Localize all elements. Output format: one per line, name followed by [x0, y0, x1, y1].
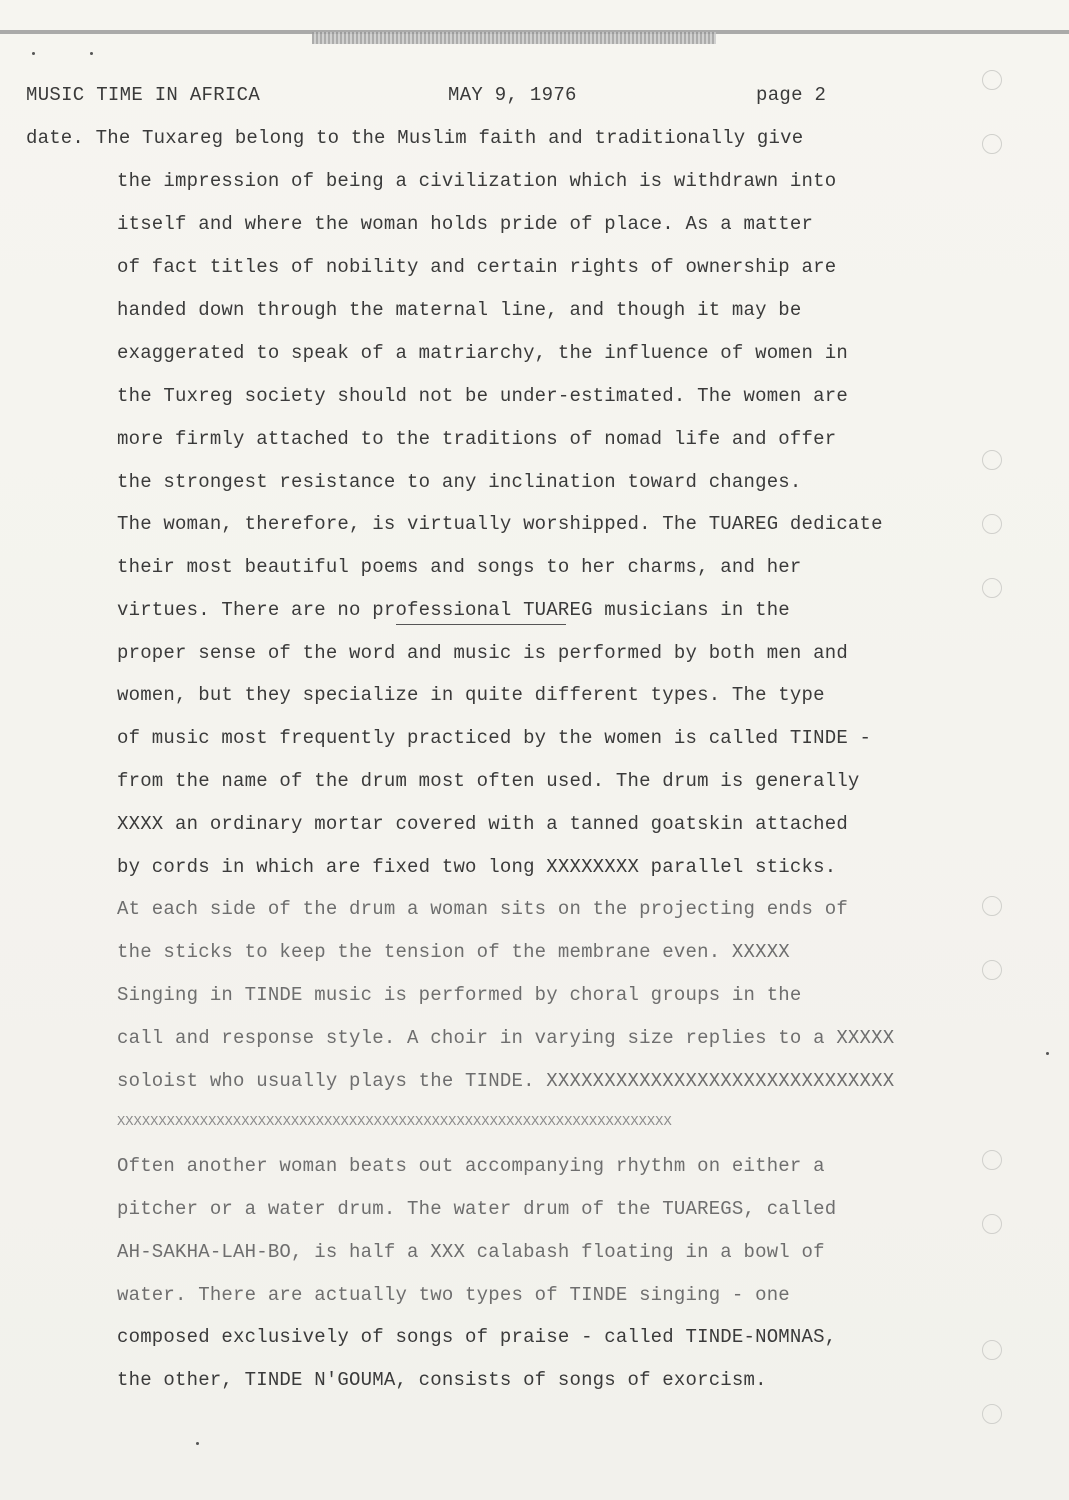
binder-hole	[982, 134, 1002, 154]
text-line: the other, TINDE N'GOUMA, consists of songs of exorcism.	[117, 1369, 767, 1391]
text-line: XXXX an ordinary mortar covered with a tanned goatskin attached	[117, 813, 848, 835]
text-line: handed down through the maternal line, and though it may be	[117, 299, 802, 321]
binder-hole	[982, 514, 1002, 534]
page-number: page 2	[756, 84, 827, 106]
text-line: At each side of the drum a woman sits on the projecting ends of	[117, 898, 848, 920]
ink-dot	[196, 1442, 199, 1445]
page-top-smudge	[312, 32, 716, 44]
text-line: soloist who usually plays the TINDE. XXXXXXXXXXXXXXXXXXXXXXXXXXXXXX	[117, 1070, 895, 1092]
program-title: MUSIC TIME IN AFRICA	[26, 84, 261, 106]
text-line: AH-SAKHA-LAH-BO, is half a XXX calabash floating in a bowl of	[117, 1241, 825, 1263]
text-line: women, but they specialize in quite different types. The type	[117, 684, 825, 706]
text-line: composed exclusively of songs of praise - called TINDE-NOMNAS,	[117, 1326, 837, 1348]
text-line: exaggerated to speak of a matriarchy, the influence of women in	[117, 342, 848, 364]
text-line: of fact titles of nobility and certain rights of ownership are	[117, 256, 837, 278]
text-line: by cords in which are fixed two long XXXXXXXX parallel sticks.	[117, 856, 837, 878]
text-line: The woman, therefore, is virtually worshipped. The TUAREG dedicate	[117, 513, 883, 535]
text-line: pitcher or a water drum. The water drum of the TUAREGS, called	[117, 1198, 837, 1220]
text-line: the strongest resistance to any inclination toward changes.	[117, 471, 802, 493]
struck-out-line: XXXXXXXXXXXXXXXXXXXXXXXXXXXXXXXXXXXXXXXXXXXXXXXXXXXXXXXXXXXXXXXXXXX	[117, 1115, 672, 1130]
broadcast-date: MAY 9, 1976	[448, 84, 577, 106]
ink-dot	[1046, 1052, 1049, 1055]
binder-hole	[982, 450, 1002, 470]
text-line: Singing in TINDE music is performed by choral groups in the	[117, 984, 802, 1006]
handwritten-underline	[396, 624, 566, 625]
text-line: itself and where the woman holds pride of place. As a matter	[117, 213, 814, 235]
binder-hole	[982, 960, 1002, 980]
binder-hole	[982, 1340, 1002, 1360]
text-line: of music most frequently practiced by the women is called TINDE -	[117, 727, 872, 749]
text-line: date. The Tuxareg belong to the Muslim faith and traditionally give	[26, 127, 804, 149]
binder-hole	[982, 1214, 1002, 1234]
text-line: virtues. There are no professional TUAREG musicians in the	[117, 599, 790, 621]
binder-hole	[982, 578, 1002, 598]
page-header	[0, 84, 1069, 108]
text-line: the impression of being a civilization which is withdrawn into	[117, 170, 837, 192]
text-line: water. There are actually two types of TINDE singing - one	[117, 1284, 790, 1306]
text-line: the sticks to keep the tension of the membrane even. XXXXX	[117, 941, 790, 963]
binder-hole	[982, 896, 1002, 916]
text-line: their most beautiful poems and songs to her charms, and her	[117, 556, 802, 578]
text-line: from the name of the drum most often used. The drum is generally	[117, 770, 860, 792]
text-line: Often another woman beats out accompanying rhythm on either a	[117, 1155, 825, 1177]
text-line: more firmly attached to the traditions of nomad life and offer	[117, 428, 837, 450]
text-line: the Tuxreg society should not be under-estimated. The women are	[117, 385, 848, 407]
binder-hole	[982, 1404, 1002, 1424]
binder-hole	[982, 1150, 1002, 1170]
ink-dot	[32, 52, 35, 55]
text-line: call and response style. A choir in varying size replies to a XXXXX	[117, 1027, 895, 1049]
ink-dot	[90, 52, 93, 55]
text-line: proper sense of the word and music is performed by both men and	[117, 642, 848, 664]
